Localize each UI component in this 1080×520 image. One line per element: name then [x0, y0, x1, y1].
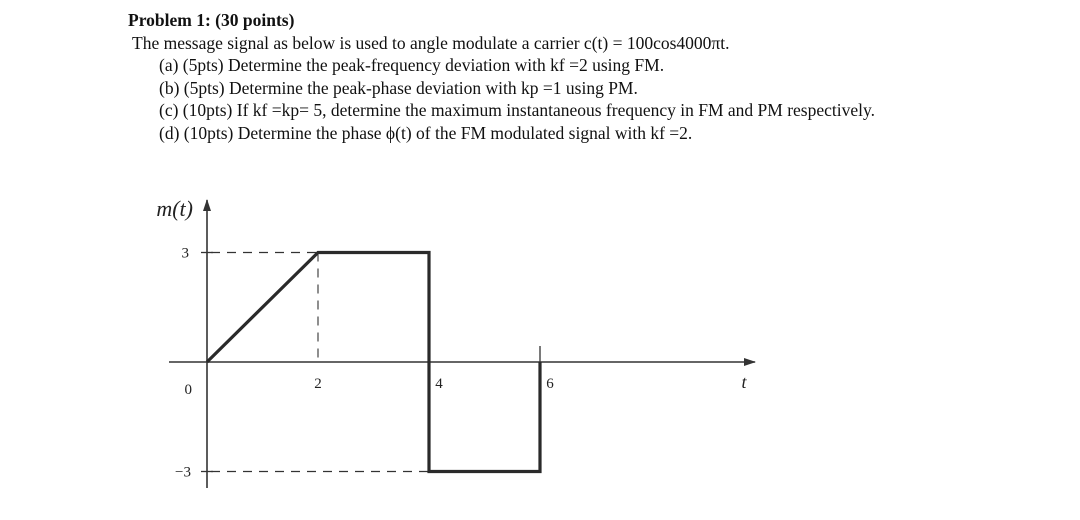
y-tick-label-minus3: −3	[175, 464, 191, 481]
y-tick-label-3: 3	[181, 245, 189, 262]
part-d: (d) (10pts) Determine the phase ϕ(t) of the FM modulated signal with kf =2.	[159, 122, 693, 143]
y-tick-label-0: 0	[184, 382, 192, 398]
part-a: (a) (5pts) Determine the peak-frequency deviation with kf =2 using FM.	[159, 55, 665, 75]
x-axis-label: t	[741, 372, 747, 392]
problem-title: Problem 1: (30 points)	[128, 10, 295, 30]
y-axis-label: m(t)	[156, 196, 193, 221]
x-tick-label-6: 6	[546, 376, 554, 392]
part-c: (c) (10pts) If kf =kp= 5, determine the maximum instantaneous frequency in FM and PM respectively.	[159, 100, 875, 120]
problem-intro: The message signal as below is used to angle modulate a carrier c(t) = 100cos4000πt.	[132, 33, 730, 53]
x-tick-label-4: 4	[435, 376, 443, 392]
part-b: (b) (5pts) Determine the peak-phase deviation with kp =1 using PM.	[159, 77, 638, 98]
x-tick-label-2: 2	[314, 376, 322, 392]
